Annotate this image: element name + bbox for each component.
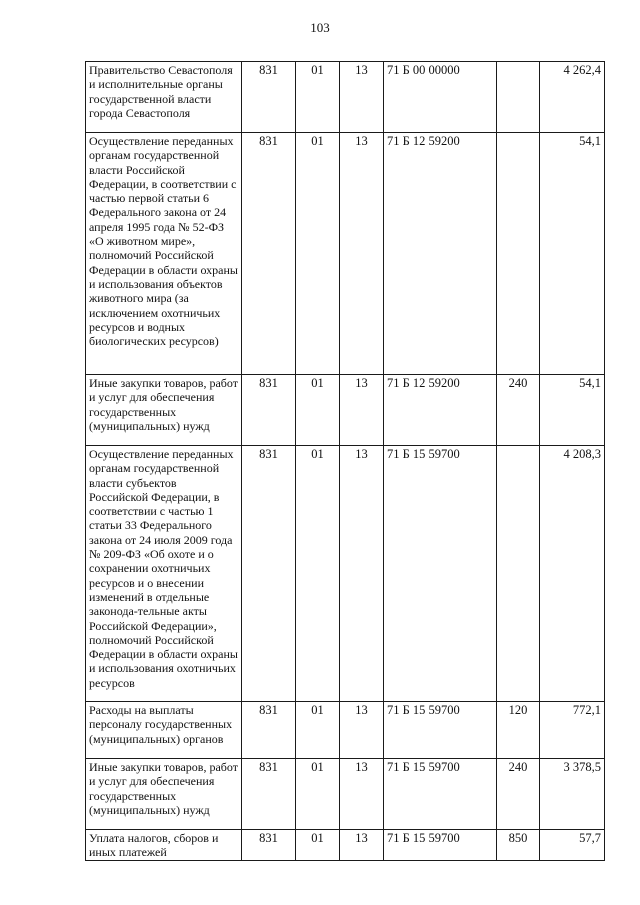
amount: 772,1 — [540, 702, 605, 759]
amount: 54,1 — [540, 133, 605, 375]
section-code: 01 — [296, 62, 340, 133]
subsection-code: 13 — [340, 133, 384, 375]
budget-table — [85, 61, 605, 861]
ministry-code: 831 — [242, 375, 296, 446]
row-name: Осуществление переданных органам государственной власти субъектов Российской Федерации, в соответствии с частью 1 статьи 33 Федерального закона от 24 июля 2009 года № 209-ФЗ «Об охоте и о сохранении охотничьих ресурсов и о внесении изменений в отдельные законода-тельные акты Российской Федерации», полномочий Российской Федерации в области охраны и использования охотничьих ресурсов — [86, 446, 242, 702]
row-name: Правительство Севастополя и исполнительные органы государственной власти города Севастополя — [86, 62, 242, 133]
subsection-code: 13 — [340, 62, 384, 133]
expense-type-code — [497, 133, 540, 375]
ministry-code: 831 — [242, 830, 296, 861]
ministry-code: 831 — [242, 759, 296, 830]
ministry-code: 831 — [242, 702, 296, 759]
expense-type-code — [497, 446, 540, 702]
ministry-code: 831 — [242, 446, 296, 702]
expense-type-code — [497, 62, 540, 133]
row-name: Уплата налогов, сборов и иных платежей — [86, 830, 242, 861]
target-article-code: 71 Б 00 00000 — [384, 62, 497, 133]
table-row — [86, 446, 605, 702]
subsection-code: 13 — [340, 446, 384, 702]
amount: 4 208,3 — [540, 446, 605, 702]
ministry-code: 831 — [242, 62, 296, 133]
section-code: 01 — [296, 830, 340, 861]
table-row — [86, 830, 605, 861]
expense-type-code: 240 — [497, 375, 540, 446]
amount: 4 262,4 — [540, 62, 605, 133]
amount: 54,1 — [540, 375, 605, 446]
section-code: 01 — [296, 446, 340, 702]
target-article-code: 71 Б 12 59200 — [384, 375, 497, 446]
section-code: 01 — [296, 759, 340, 830]
target-article-code: 71 Б 15 59700 — [384, 702, 497, 759]
subsection-code: 13 — [340, 830, 384, 861]
section-code: 01 — [296, 375, 340, 446]
amount: 3 378,5 — [540, 759, 605, 830]
target-article-code: 71 Б 15 59700 — [384, 446, 497, 702]
row-name: Иные закупки товаров, работ и услуг для обеспечения государственных (муниципальных) нужд — [86, 759, 242, 830]
subsection-code: 13 — [340, 759, 384, 830]
table-row — [86, 375, 605, 446]
section-code: 01 — [296, 133, 340, 375]
section-code: 01 — [296, 702, 340, 759]
row-name: Расходы на выплаты персоналу государственных (муниципальных) органов — [86, 702, 242, 759]
target-article-code: 71 Б 15 59700 — [384, 759, 497, 830]
target-article-code: 71 Б 15 59700 — [384, 830, 497, 861]
table-row — [86, 702, 605, 759]
ministry-code: 831 — [242, 133, 296, 375]
row-name: Осуществление переданных органам государственной власти Российской Федерации, в соответствии с частью первой статьи 6 Федерального закона от 24 апреля 1995 года № 52-ФЗ «О животном мире», полномочий Российской Федерации в области охраны и использования объектов животного мира (за исключением охотничьих ресурсов и водных биологических ресурсов) — [86, 133, 242, 375]
subsection-code: 13 — [340, 702, 384, 759]
amount: 57,7 — [540, 830, 605, 861]
table-row — [86, 62, 605, 133]
expense-type-code: 850 — [497, 830, 540, 861]
target-article-code: 71 Б 12 59200 — [384, 133, 497, 375]
page-number: 103 — [310, 20, 330, 35]
expense-type-code: 240 — [497, 759, 540, 830]
subsection-code: 13 — [340, 375, 384, 446]
table-row — [86, 133, 605, 375]
expense-type-code: 120 — [497, 702, 540, 759]
row-name: Иные закупки товаров, работ и услуг для обеспечения государственных (муниципальных) нужд — [86, 375, 242, 446]
table-row — [86, 759, 605, 830]
